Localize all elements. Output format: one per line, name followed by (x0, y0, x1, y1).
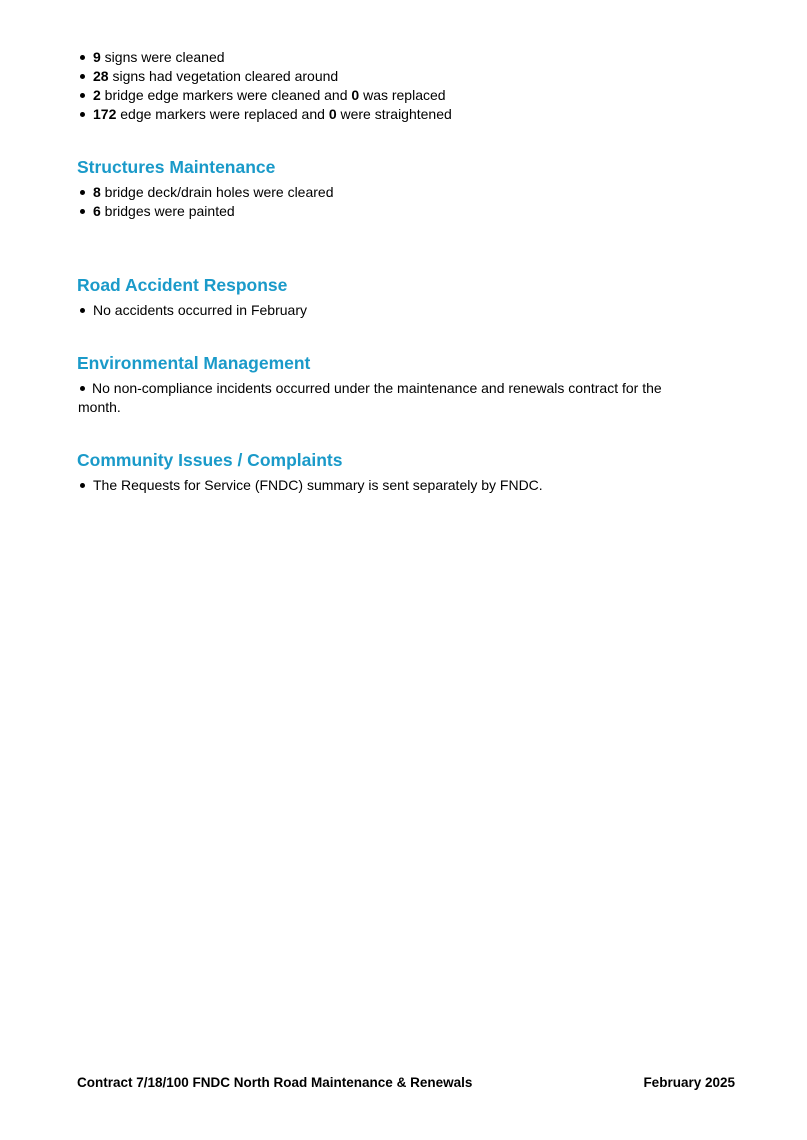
community-list (78, 476, 543, 495)
bullet-dot (80, 386, 85, 391)
item-count: 9 (93, 49, 101, 65)
item-count: 28 (93, 68, 109, 84)
section-heading-community: Community Issues / Complaints (77, 450, 343, 470)
item-text: bridge edge markers were cleaned and (100, 87, 352, 103)
section-heading-environment: Environmental Management (77, 353, 311, 373)
sign-maintenance-list (78, 48, 452, 124)
list-item (78, 183, 334, 202)
item-count: 2 (93, 87, 101, 103)
list-item (78, 202, 334, 221)
item-count: 8 (93, 184, 101, 200)
item-text-2: was replaced (359, 87, 446, 103)
list-item (78, 67, 452, 86)
list-item (78, 86, 452, 105)
environment-paragraph (78, 379, 678, 417)
section-heading-accident: Road Accident Response (77, 275, 288, 295)
item-text: signs had vegetation cleared around (108, 68, 339, 84)
list-item (78, 105, 452, 124)
list-item (78, 476, 543, 495)
structures-list (78, 183, 334, 221)
item-text: edge markers were replaced and (116, 106, 329, 122)
item-text: The Requests for Service (FNDC) summary is sent separately by FNDC. (93, 477, 543, 493)
list-item (78, 48, 452, 67)
footer-date: February 2025 (643, 1075, 735, 1090)
item-text: signs were cleaned (100, 49, 225, 65)
footer-contract: Contract 7/18/100 FNDC North Road Maintenance & Renewals (77, 1075, 473, 1090)
section-heading-structures: Structures Maintenance (77, 157, 276, 177)
item-text: No accidents occurred in February (93, 302, 307, 318)
item-text: bridges were painted (100, 203, 235, 219)
list-item (78, 301, 307, 320)
item-text-2: were straightened (336, 106, 452, 122)
item-text-continued: month. (78, 399, 121, 415)
item-text: bridge deck/drain holes were cleared (100, 184, 334, 200)
accident-list (78, 301, 307, 320)
item-count: 6 (93, 203, 101, 219)
item-count-2: 0 (351, 87, 360, 103)
item-count-2: 0 (328, 106, 337, 122)
item-count: 172 (93, 106, 117, 122)
item-text: No non-compliance incidents occurred under the maintenance and renewals contract for the (92, 380, 662, 396)
